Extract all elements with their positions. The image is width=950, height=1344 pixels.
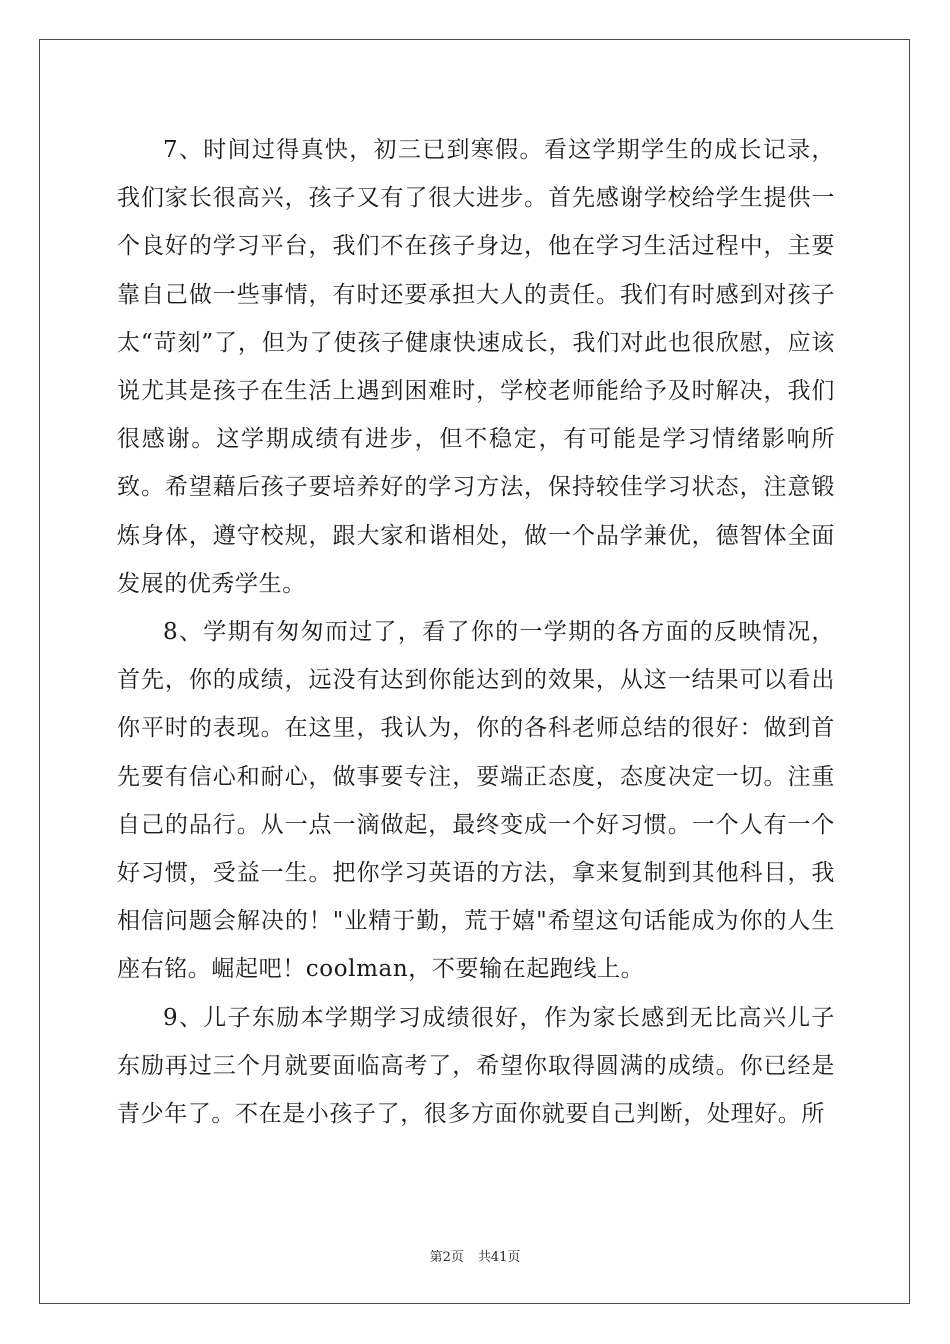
page-total: 共41页	[477, 1250, 521, 1265]
paragraph-9: 9、儿子东励本学期学习成绩很好，作为家长感到无比高兴儿子东励再过三个月就要面临高考了，希望你取得圆满的成绩。你已经是青少年了。不在是小孩子了，很多方面你就要自己判断，处理好。所	[117, 1004, 835, 1128]
paragraph-8: 8、学期有匆匆而过了，看了你的一学期的各方面的反映情况，首先，你的成绩，远没有达到你能达到的效果，从这一结果可以看出你平时的表现。在这里，我认为，你的各科老师总结的很好：做到首先要有信心和耐心，做事要专注，要端正态度，态度决定一切。注重自己的品行。从一点一滴做起，最终变成一个好习惯。一个人有一个好习惯，受益一生。把你学习英语的方法，拿来复制到其他科目，我相信问题会解决的！"业精于勤，荒于嬉"希望这句话能成为你的人生座右铭。崛起吧！coolman，不要输在起跑线上。	[117, 619, 835, 983]
document-body	[117, 126, 835, 1138]
page-number: 第2页	[429, 1250, 464, 1265]
page-footer	[0, 1246, 950, 1265]
paragraph-7: 7、时间过得真快，初三已到寒假。看这学期学生的成长记录，我们家长很高兴，孩子又有了很大进步。首先感谢学校给学生提供一个良好的学习平台，我们不在孩子身边，他在学习生活过程中，主要靠自己做一些事情，有时还要承担大人的责任。我们有时感到对孩子太“苛刻”了，但为了使孩子健康快速成长，我们对此也很欣慰，应该说尤其是孩子在生活上遇到困难时，学校老师能给予及时解决，我们很感谢。这学期成绩有进步，但不稳定，有可能是学习情绪影响所致。希望藉后孩子要培养好的学习方法，保持较佳学习状态，注意锻炼身体，遵守校规，跟大家和谐相处，做一个品学兼优，德智体全面发展的优秀学生。	[117, 137, 835, 597]
